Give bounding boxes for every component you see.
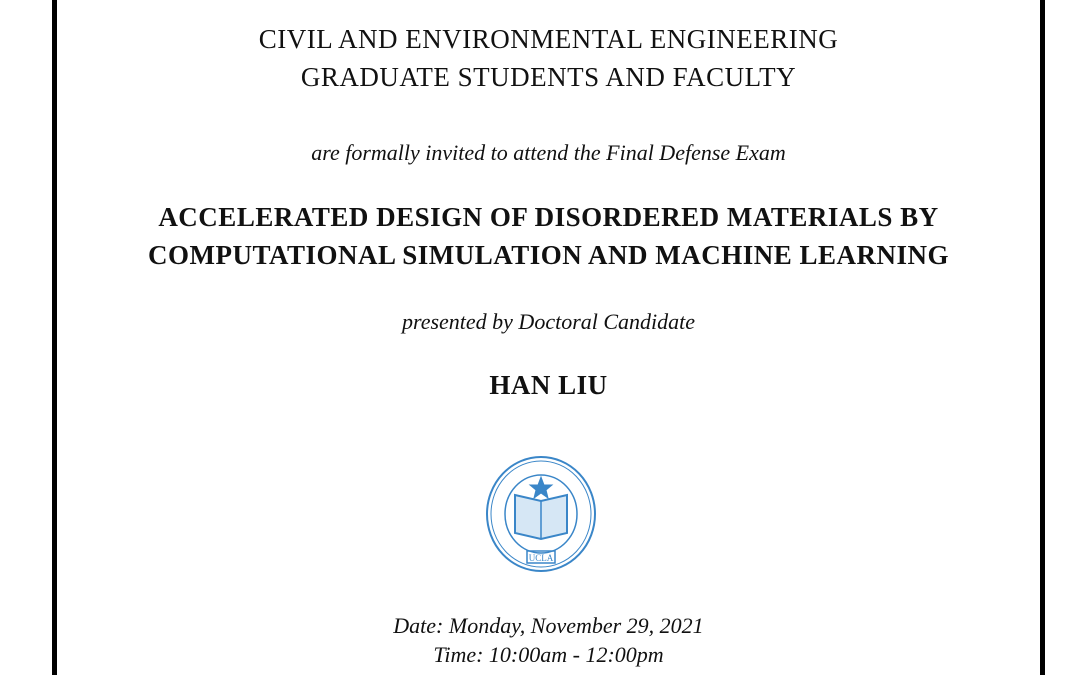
- presented-by-text: presented by Doctoral Candidate: [401, 309, 696, 334]
- exam-time: Time: 10:00am - 12:00pm: [433, 642, 664, 667]
- candidate-name: HAN LIU: [489, 370, 608, 400]
- dissertation-title-line2: COMPUTATIONAL SIMULATION AND MACHINE LEARNING: [147, 240, 950, 270]
- dissertation-title-line1: ACCELERATED DESIGN OF DISORDERED MATERIALS BY: [158, 202, 939, 232]
- page-border-right: [1040, 0, 1045, 675]
- department-heading: CIVIL AND ENVIRONMENTAL ENGINEERING: [258, 24, 839, 54]
- svg-text:UCLA: UCLA: [528, 553, 554, 563]
- invitation-text: are formally invited to attend the Final Defense Exam: [311, 140, 786, 165]
- ucla-seal-logo: [485, 455, 597, 573]
- page-border-left: [52, 0, 57, 675]
- audience-heading: GRADUATE STUDENTS AND FACULTY: [300, 62, 797, 92]
- exam-date: Date: Monday, November 29, 2021: [393, 613, 704, 638]
